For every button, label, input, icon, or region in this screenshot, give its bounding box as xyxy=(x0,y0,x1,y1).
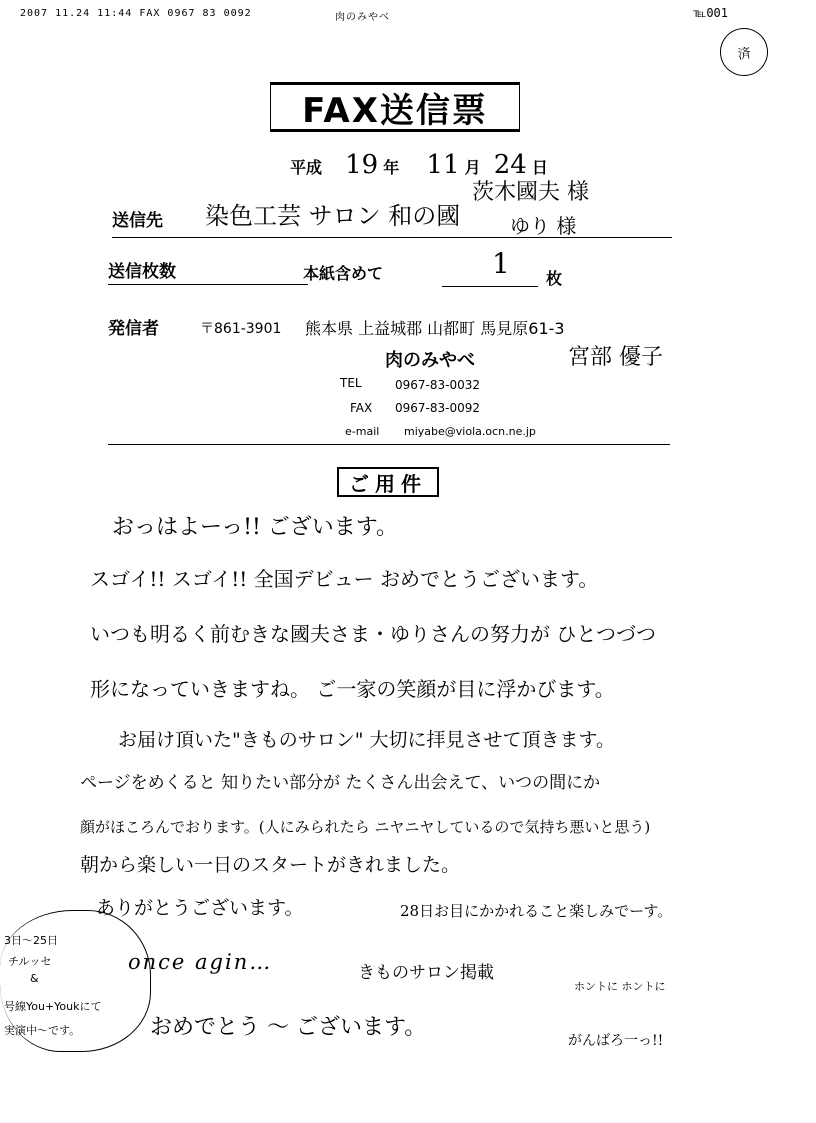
date-line: 平成 19 年 11 月 24 日 xyxy=(290,150,548,180)
message-line: 顔がほころんでおります。(人にみられたら ニヤニヤしているので気持ち悪いと思う) xyxy=(80,818,651,836)
recipient-company: 染色工芸 サロン 和の國 xyxy=(205,202,461,230)
message-line: 朝から楽しい一日のスタートがきれました。 xyxy=(80,854,461,876)
side-note-line: 実演中〜です。 xyxy=(4,1024,81,1037)
kimono-salon-text: きものサロン掲載 xyxy=(358,963,494,983)
side-note-line: 3日〜25日 xyxy=(4,934,58,947)
pages-count-underline xyxy=(442,286,538,287)
fax-icon: ℡ xyxy=(693,6,707,20)
sender-postal: 〒861-3901 xyxy=(200,321,282,337)
omedetou-text: おめでとう 〜 ございます。 xyxy=(150,1015,427,1040)
fax-page-number: ℡001 xyxy=(693,6,728,20)
fax-number: 0967-83-0092 xyxy=(395,401,481,415)
message-right-line: 28日お目にかかれること楽しみでーす。 xyxy=(400,902,673,920)
side-note-line: チルッセ xyxy=(8,955,52,968)
sender-address: 熊本県 上益城郡 山都町 馬見原61-3 xyxy=(305,319,565,338)
pages-cover-label: 本紙含めて xyxy=(303,264,384,283)
recipient-underline xyxy=(112,237,672,238)
tel-number: 0967-83-0032 xyxy=(395,378,481,392)
message-line: いつも明るく前むきな國夫さま・ゆりさんの努力が ひとつづつ xyxy=(90,622,656,646)
pages-underline xyxy=(108,284,308,285)
message-line: ありがとうございます。 xyxy=(96,897,304,919)
recipient-name-2: ゆり 様 xyxy=(510,214,577,238)
sender-person: 宮部 優子 xyxy=(568,345,663,370)
email-label: e-mail xyxy=(345,425,380,438)
tel-label: TEL xyxy=(340,376,362,390)
message-line: お届け頂いた"きものサロン" 大切に拝見させて頂きます。 xyxy=(118,729,615,751)
message-line: スゴイ!! スゴイ!! 全国デビュー おめでとうございます。 xyxy=(90,567,599,591)
pages-unit: 枚 xyxy=(546,269,563,288)
side-note-line: 号線You+Youkにて xyxy=(4,1000,102,1013)
recipient-label: 送信先 xyxy=(112,211,163,231)
fax-label: FAX xyxy=(350,401,373,415)
page-title: FAX送信票 xyxy=(270,82,520,132)
message-line: 形になっていきますね。 ご一家の笑顔が目に浮かびます。 xyxy=(90,677,615,701)
sender-underline xyxy=(108,444,670,445)
sender-shop: 肉のみやべ xyxy=(385,350,475,371)
message-line: ページをめくると 知りたい部分が たくさん出会えて、いつの間にか xyxy=(80,773,601,793)
subject-heading: ご用件 xyxy=(337,467,439,497)
message-line: おっはよーっ!! ございます。 xyxy=(112,515,399,540)
recipient-name-1: 茨木國夫 様 xyxy=(472,180,589,205)
pages-count: 1 xyxy=(492,247,510,280)
pages-label: 送信枚数 xyxy=(108,262,176,282)
fax-sender-header: 肉のみやべ xyxy=(335,12,390,23)
ganbaro-text: がんばろ一っ!! xyxy=(568,1033,664,1049)
sender-label: 発信者 xyxy=(108,319,159,339)
side-note-line: & xyxy=(30,972,39,985)
honto-text: ホントに ホントに xyxy=(574,980,666,993)
fax-timestamp: 2007 11.24 11:44 FAX 0967 83 0092 xyxy=(20,8,252,19)
once-again-text: once agin… xyxy=(128,950,273,974)
done-stamp: 済 xyxy=(717,25,771,79)
email-address: miyabe@viola.ocn.ne.jp xyxy=(404,425,536,438)
